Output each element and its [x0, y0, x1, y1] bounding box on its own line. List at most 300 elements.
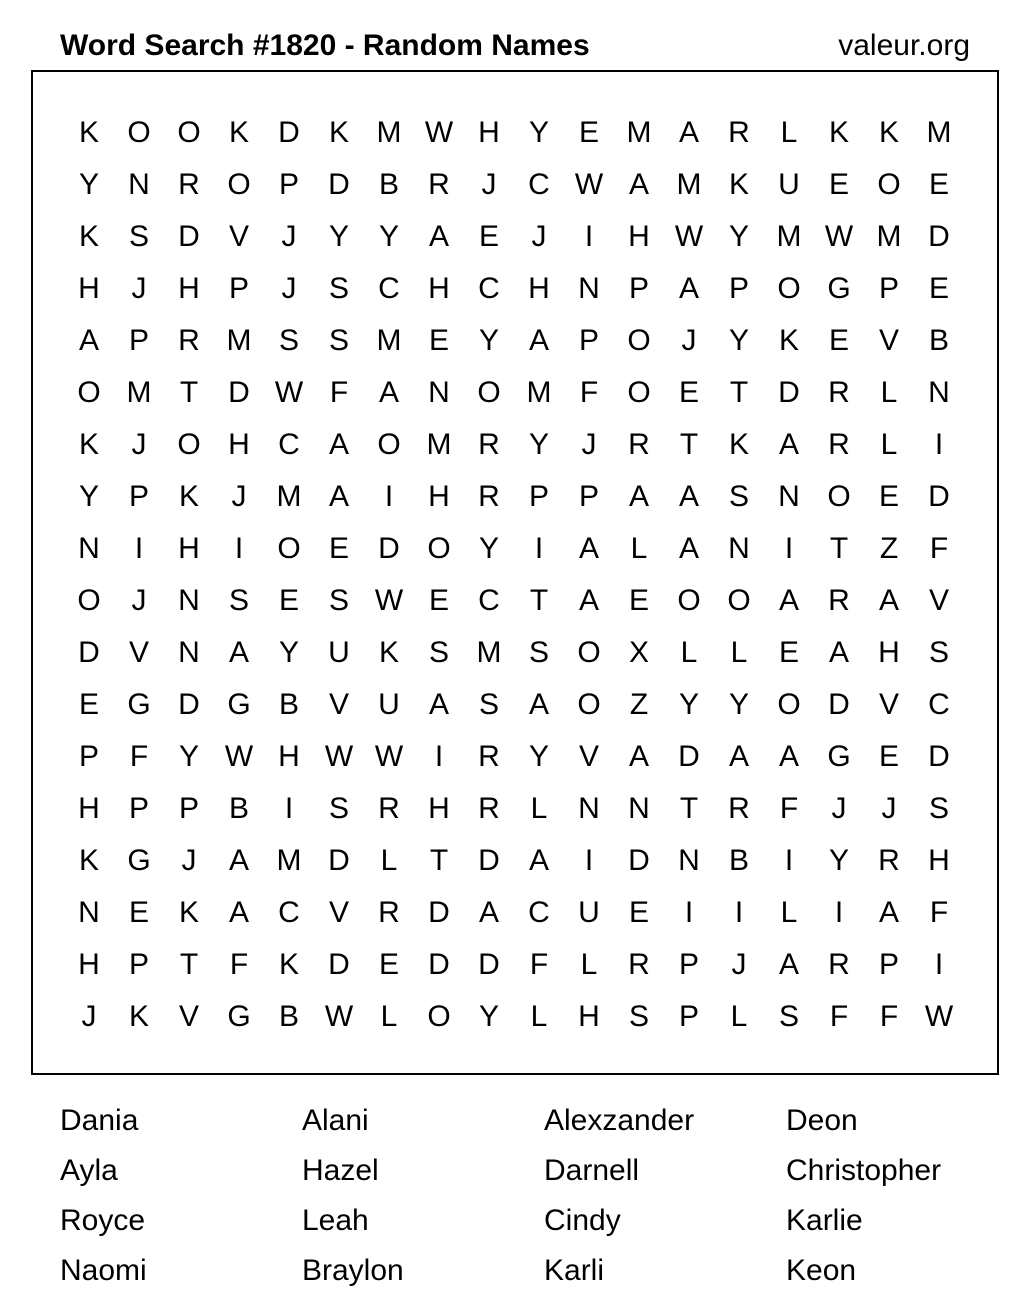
grid-letter[interactable]: A — [728, 740, 749, 773]
grid-letter[interactable]: A — [378, 376, 399, 409]
grid-letter[interactable]: E — [628, 896, 649, 929]
grid-letter[interactable]: V — [878, 688, 899, 721]
grid-letter[interactable]: K — [378, 636, 399, 669]
grid-letter[interactable]: G — [227, 1000, 251, 1033]
grid-letter[interactable]: O — [827, 480, 851, 513]
grid-letter[interactable]: I — [934, 428, 944, 461]
grid-letter[interactable]: K — [278, 948, 299, 981]
grid-letter[interactable]: A — [878, 584, 899, 617]
grid-letter[interactable]: O — [877, 168, 901, 201]
grid-letter[interactable]: Y — [478, 324, 499, 357]
grid-letter[interactable]: W — [924, 1000, 954, 1033]
grid-letter[interactable]: P — [728, 272, 749, 305]
grid-letter[interactable]: I — [134, 532, 144, 565]
grid-letter[interactable]: K — [828, 116, 849, 149]
grid-letter[interactable]: I — [584, 220, 594, 253]
grid-letter[interactable]: E — [378, 948, 399, 981]
grid-letter[interactable]: H — [878, 636, 900, 669]
grid-letter[interactable]: L — [730, 636, 748, 669]
grid-letter[interactable]: P — [128, 792, 149, 825]
grid-letter[interactable]: J — [81, 1000, 97, 1033]
grid-letter[interactable]: T — [529, 584, 549, 617]
grid-letter[interactable]: A — [428, 688, 449, 721]
grid-letter[interactable]: P — [628, 272, 649, 305]
grid-letter[interactable]: Y — [528, 116, 549, 149]
grid-letter[interactable]: H — [428, 792, 450, 825]
grid-letter[interactable]: R — [828, 428, 850, 461]
grid-letter[interactable]: H — [178, 532, 200, 565]
grid-letter[interactable]: L — [880, 428, 898, 461]
grid-letter[interactable]: J — [681, 324, 697, 357]
grid-letter[interactable]: S — [928, 792, 949, 825]
grid-letter[interactable]: L — [630, 532, 648, 565]
grid-letter[interactable]: R — [478, 740, 500, 773]
grid-letter[interactable]: W — [324, 1000, 354, 1033]
grid-letter[interactable]: O — [277, 532, 301, 565]
grid-letter[interactable]: C — [528, 168, 550, 201]
grid-letter[interactable]: T — [429, 844, 449, 877]
grid-letter[interactable]: U — [328, 636, 350, 669]
grid-letter[interactable]: R — [828, 376, 850, 409]
grid-letter[interactable]: N — [78, 896, 100, 929]
grid-letter[interactable]: O — [727, 584, 751, 617]
grid-letter[interactable]: I — [734, 896, 744, 929]
grid-letter[interactable]: M — [626, 116, 652, 149]
grid-letter[interactable]: N — [578, 792, 600, 825]
grid-letter[interactable]: A — [628, 740, 649, 773]
grid-letter[interactable]: W — [224, 740, 254, 773]
grid-letter[interactable]: C — [478, 272, 500, 305]
grid-letter[interactable]: Y — [828, 844, 849, 877]
grid-letter[interactable]: Y — [78, 168, 99, 201]
grid-letter[interactable]: A — [778, 428, 799, 461]
grid-letter[interactable]: H — [528, 272, 550, 305]
grid-letter[interactable]: D — [778, 376, 800, 409]
grid-letter[interactable]: I — [784, 532, 794, 565]
grid-letter[interactable]: T — [179, 376, 199, 409]
grid-letter[interactable]: I — [434, 740, 444, 773]
grid-letter[interactable]: J — [181, 844, 197, 877]
grid-letter[interactable]: D — [928, 740, 950, 773]
grid-letter[interactable]: M — [276, 844, 302, 877]
grid-letter[interactable]: A — [528, 844, 549, 877]
grid-letter[interactable]: H — [428, 480, 450, 513]
grid-letter[interactable]: T — [179, 948, 199, 981]
grid-letter[interactable]: T — [829, 532, 849, 565]
grid-letter[interactable]: H — [928, 844, 950, 877]
grid-letter[interactable]: H — [78, 272, 100, 305]
grid-letter[interactable]: S — [328, 584, 349, 617]
grid-letter[interactable]: L — [780, 116, 798, 149]
grid-letter[interactable]: A — [778, 584, 799, 617]
grid-letter[interactable]: P — [878, 948, 899, 981]
grid-letter[interactable]: B — [928, 324, 949, 357]
grid-letter[interactable]: R — [628, 428, 650, 461]
grid-letter[interactable]: F — [229, 948, 249, 981]
grid-letter[interactable]: C — [278, 896, 300, 929]
grid-letter[interactable]: F — [529, 948, 549, 981]
grid-letter[interactable]: E — [428, 324, 449, 357]
grid-letter[interactable]: E — [328, 532, 349, 565]
grid-letter[interactable]: R — [178, 324, 200, 357]
grid-letter[interactable]: P — [228, 272, 249, 305]
grid-letter[interactable]: A — [628, 480, 649, 513]
grid-letter[interactable]: L — [580, 948, 598, 981]
grid-letter[interactable]: O — [777, 688, 801, 721]
grid-letter[interactable]: E — [428, 584, 449, 617]
grid-letter[interactable]: A — [578, 584, 599, 617]
grid-letter[interactable]: R — [628, 948, 650, 981]
grid-letter[interactable]: D — [828, 688, 850, 721]
grid-letter[interactable]: F — [129, 740, 149, 773]
grid-letter[interactable]: D — [178, 688, 200, 721]
grid-letter[interactable]: E — [78, 688, 99, 721]
grid-letter[interactable]: I — [934, 948, 944, 981]
grid-letter[interactable]: L — [680, 636, 698, 669]
grid-letter[interactable]: W — [374, 584, 404, 617]
grid-letter[interactable]: K — [778, 324, 799, 357]
grid-letter[interactable]: D — [928, 480, 950, 513]
grid-letter[interactable]: K — [78, 116, 99, 149]
grid-letter[interactable]: Y — [528, 740, 549, 773]
grid-letter[interactable]: R — [478, 480, 500, 513]
grid-letter[interactable]: J — [281, 272, 297, 305]
grid-letter[interactable]: A — [78, 324, 99, 357]
grid-letter[interactable]: P — [678, 948, 699, 981]
grid-letter[interactable]: W — [824, 220, 854, 253]
grid-letter[interactable]: R — [478, 792, 500, 825]
grid-letter[interactable]: O — [227, 168, 251, 201]
grid-letter[interactable]: Y — [528, 428, 549, 461]
grid-letter[interactable]: A — [428, 220, 449, 253]
grid-letter[interactable]: V — [578, 740, 599, 773]
grid-letter[interactable]: N — [678, 844, 700, 877]
grid-letter[interactable]: A — [678, 532, 699, 565]
grid-letter[interactable]: Y — [478, 532, 499, 565]
grid-letter[interactable]: D — [278, 116, 300, 149]
grid-letter[interactable]: H — [478, 116, 500, 149]
grid-letter[interactable]: L — [780, 896, 798, 929]
grid-letter[interactable]: R — [478, 428, 500, 461]
grid-letter[interactable]: R — [378, 896, 400, 929]
grid-letter[interactable]: A — [228, 896, 249, 929]
grid-letter[interactable]: C — [928, 688, 950, 721]
grid-letter[interactable]: Y — [728, 220, 749, 253]
grid-letter[interactable]: E — [878, 480, 899, 513]
grid-letter[interactable]: O — [627, 324, 651, 357]
grid-letter[interactable]: O — [177, 116, 201, 149]
grid-letter[interactable]: S — [778, 1000, 799, 1033]
grid-letter[interactable]: H — [428, 272, 450, 305]
grid-letter[interactable]: E — [828, 324, 849, 357]
grid-letter[interactable]: D — [478, 948, 500, 981]
grid-letter[interactable]: A — [628, 168, 649, 201]
grid-letter[interactable]: G — [227, 688, 251, 721]
grid-letter[interactable]: E — [128, 896, 149, 929]
grid-letter[interactable]: N — [928, 376, 950, 409]
grid-letter[interactable]: A — [328, 480, 349, 513]
grid-letter[interactable]: A — [828, 636, 849, 669]
grid-letter[interactable]: S — [128, 220, 149, 253]
grid-letter[interactable]: K — [128, 1000, 149, 1033]
grid-letter[interactable]: A — [228, 844, 249, 877]
grid-letter[interactable]: V — [878, 324, 899, 357]
grid-letter[interactable]: M — [376, 116, 402, 149]
grid-letter[interactable]: R — [378, 792, 400, 825]
grid-letter[interactable]: D — [228, 376, 250, 409]
grid-letter[interactable]: A — [328, 428, 349, 461]
grid-letter[interactable]: J — [731, 948, 747, 981]
grid-letter[interactable]: C — [478, 584, 500, 617]
grid-letter[interactable]: W — [574, 168, 604, 201]
grid-letter[interactable]: T — [679, 428, 699, 461]
grid-letter[interactable]: K — [328, 116, 349, 149]
grid-letter[interactable]: K — [728, 428, 749, 461]
grid-letter[interactable]: C — [528, 896, 550, 929]
grid-letter[interactable]: O — [127, 116, 151, 149]
grid-letter[interactable]: F — [829, 1000, 849, 1033]
grid-letter[interactable]: D — [328, 168, 350, 201]
grid-letter[interactable]: J — [131, 272, 147, 305]
grid-letter[interactable]: R — [178, 168, 200, 201]
grid-letter[interactable]: P — [528, 480, 549, 513]
grid-letter[interactable]: I — [384, 480, 394, 513]
grid-letter[interactable]: R — [728, 116, 750, 149]
grid-letter[interactable]: A — [678, 480, 699, 513]
grid-letter[interactable]: I — [784, 844, 794, 877]
grid-letter[interactable]: Y — [728, 688, 749, 721]
grid-letter[interactable]: N — [178, 636, 200, 669]
grid-letter[interactable]: T — [729, 376, 749, 409]
grid-letter[interactable]: L — [880, 376, 898, 409]
grid-letter[interactable]: M — [276, 480, 302, 513]
grid-letter[interactable]: E — [928, 272, 949, 305]
grid-letter[interactable]: P — [128, 948, 149, 981]
grid-letter[interactable]: W — [374, 740, 404, 773]
grid-letter[interactable]: W — [674, 220, 704, 253]
grid-letter[interactable]: S — [228, 584, 249, 617]
grid-letter[interactable]: Y — [478, 1000, 499, 1033]
grid-letter[interactable]: L — [730, 1000, 748, 1033]
grid-letter[interactable]: E — [928, 168, 949, 201]
grid-letter[interactable]: P — [878, 272, 899, 305]
grid-letter[interactable]: F — [579, 376, 599, 409]
grid-letter[interactable]: K — [228, 116, 249, 149]
grid-letter[interactable]: I — [584, 844, 594, 877]
grid-letter[interactable]: L — [530, 1000, 548, 1033]
grid-letter[interactable]: B — [278, 688, 299, 721]
grid-letter[interactable]: O — [77, 584, 101, 617]
grid-letter[interactable]: A — [228, 636, 249, 669]
grid-letter[interactable]: D — [328, 844, 350, 877]
grid-letter[interactable]: S — [328, 272, 349, 305]
grid-letter[interactable]: A — [778, 740, 799, 773]
grid-letter[interactable]: V — [178, 1000, 199, 1033]
grid-letter[interactable]: C — [378, 272, 400, 305]
grid-letter[interactable]: S — [478, 688, 499, 721]
grid-letter[interactable]: D — [78, 636, 100, 669]
grid-letter[interactable]: O — [677, 584, 701, 617]
grid-letter[interactable]: K — [178, 896, 199, 929]
grid-letter[interactable]: N — [428, 376, 450, 409]
grid-letter[interactable]: P — [128, 324, 149, 357]
grid-letter[interactable]: Y — [328, 220, 349, 253]
grid-letter[interactable]: J — [131, 428, 147, 461]
grid-letter[interactable]: N — [628, 792, 650, 825]
grid-letter[interactable]: Y — [678, 688, 699, 721]
grid-letter[interactable]: S — [728, 480, 749, 513]
grid-letter[interactable]: D — [628, 844, 650, 877]
grid-letter[interactable]: S — [528, 636, 549, 669]
grid-letter[interactable]: M — [776, 220, 802, 253]
grid-letter[interactable]: Z — [629, 688, 649, 721]
grid-letter[interactable]: O — [377, 428, 401, 461]
grid-letter[interactable]: J — [881, 792, 897, 825]
grid-letter[interactable]: P — [178, 792, 199, 825]
grid-letter[interactable]: V — [328, 896, 349, 929]
grid-letter[interactable]: J — [831, 792, 847, 825]
grid-letter[interactable]: R — [828, 584, 850, 617]
grid-letter[interactable]: B — [378, 168, 399, 201]
grid-letter[interactable]: R — [878, 844, 900, 877]
grid-letter[interactable]: L — [380, 844, 398, 877]
grid-letter[interactable]: I — [234, 532, 244, 565]
grid-letter[interactable]: K — [178, 480, 199, 513]
grid-letter[interactable]: J — [281, 220, 297, 253]
grid-letter[interactable]: U — [578, 896, 600, 929]
grid-letter[interactable]: G — [827, 740, 851, 773]
grid-letter[interactable]: H — [228, 428, 250, 461]
grid-letter[interactable]: K — [78, 844, 99, 877]
grid-letter[interactable]: S — [278, 324, 299, 357]
grid-letter[interactable]: D — [328, 948, 350, 981]
grid-letter[interactable]: A — [678, 272, 699, 305]
grid-letter[interactable]: C — [278, 428, 300, 461]
grid-letter[interactable]: N — [728, 532, 750, 565]
grid-letter[interactable]: O — [577, 636, 601, 669]
grid-letter[interactable]: M — [476, 636, 502, 669]
grid-letter[interactable]: E — [278, 584, 299, 617]
grid-letter[interactable]: J — [481, 168, 497, 201]
grid-letter[interactable]: F — [879, 1000, 899, 1033]
grid-letter[interactable]: O — [427, 1000, 451, 1033]
grid-letter[interactable]: V — [928, 584, 949, 617]
grid-letter[interactable]: O — [577, 688, 601, 721]
grid-letter[interactable]: G — [127, 844, 151, 877]
grid-letter[interactable]: E — [578, 116, 599, 149]
grid-letter[interactable]: M — [426, 428, 452, 461]
grid-letter[interactable]: N — [778, 480, 800, 513]
grid-letter[interactable]: K — [728, 168, 749, 201]
grid-letter[interactable]: E — [828, 168, 849, 201]
grid-letter[interactable]: W — [324, 740, 354, 773]
grid-letter[interactable]: L — [380, 1000, 398, 1033]
grid-letter[interactable]: U — [378, 688, 400, 721]
grid-letter[interactable]: Y — [728, 324, 749, 357]
grid-letter[interactable]: D — [428, 948, 450, 981]
grid-letter[interactable]: E — [878, 740, 899, 773]
grid-letter[interactable]: B — [728, 844, 749, 877]
grid-letter[interactable]: Y — [178, 740, 199, 773]
grid-letter[interactable]: G — [127, 688, 151, 721]
grid-letter[interactable]: O — [777, 272, 801, 305]
grid-letter[interactable]: U — [778, 168, 800, 201]
grid-letter[interactable]: D — [178, 220, 200, 253]
grid-letter[interactable]: E — [678, 376, 699, 409]
grid-letter[interactable]: B — [278, 1000, 299, 1033]
grid-letter[interactable]: J — [131, 584, 147, 617]
grid-letter[interactable]: F — [329, 376, 349, 409]
grid-letter[interactable]: E — [778, 636, 799, 669]
grid-letter[interactable]: P — [128, 480, 149, 513]
grid-letter[interactable]: O — [177, 428, 201, 461]
grid-letter[interactable]: O — [477, 376, 501, 409]
grid-letter[interactable]: I — [834, 896, 844, 929]
grid-letter[interactable]: Y — [378, 220, 399, 253]
grid-letter[interactable]: R — [728, 792, 750, 825]
grid-letter[interactable]: A — [778, 948, 799, 981]
grid-letter[interactable]: Y — [78, 480, 99, 513]
grid-letter[interactable]: M — [926, 116, 952, 149]
grid-letter[interactable]: G — [827, 272, 851, 305]
grid-letter[interactable]: R — [428, 168, 450, 201]
grid-letter[interactable]: O — [627, 376, 651, 409]
grid-letter[interactable]: E — [478, 220, 499, 253]
grid-letter[interactable]: V — [128, 636, 149, 669]
grid-letter[interactable]: P — [578, 480, 599, 513]
grid-letter[interactable]: Y — [278, 636, 299, 669]
grid-letter[interactable]: H — [78, 948, 100, 981]
grid-letter[interactable]: F — [929, 532, 949, 565]
grid-letter[interactable]: I — [534, 532, 544, 565]
grid-letter[interactable]: S — [328, 792, 349, 825]
grid-letter[interactable]: M — [526, 376, 552, 409]
grid-letter[interactable]: S — [328, 324, 349, 357]
grid-letter[interactable]: D — [678, 740, 700, 773]
grid-letter[interactable]: I — [684, 896, 694, 929]
grid-letter[interactable]: O — [77, 376, 101, 409]
grid-letter[interactable]: W — [424, 116, 454, 149]
grid-letter[interactable]: N — [128, 168, 150, 201]
grid-letter[interactable]: D — [378, 532, 400, 565]
grid-letter[interactable]: V — [228, 220, 249, 253]
grid-letter[interactable]: X — [628, 636, 649, 669]
grid-letter[interactable]: W — [274, 376, 304, 409]
grid-letter[interactable]: A — [578, 532, 599, 565]
grid-letter[interactable]: J — [231, 480, 247, 513]
grid-letter[interactable]: S — [928, 636, 949, 669]
grid-letter[interactable]: H — [78, 792, 100, 825]
grid-letter[interactable]: T — [679, 792, 699, 825]
grid-letter[interactable]: P — [578, 324, 599, 357]
grid-letter[interactable]: Z — [879, 532, 899, 565]
grid-letter[interactable]: F — [779, 792, 799, 825]
grid-letter[interactable]: F — [929, 896, 949, 929]
grid-letter[interactable]: D — [928, 220, 950, 253]
grid-letter[interactable]: O — [427, 532, 451, 565]
grid-letter[interactable]: J — [531, 220, 547, 253]
grid-letter[interactable]: K — [878, 116, 899, 149]
grid-letter[interactable]: M — [126, 376, 152, 409]
grid-letter[interactable]: M — [876, 220, 902, 253]
grid-letter[interactable]: P — [678, 1000, 699, 1033]
grid-letter[interactable]: S — [628, 1000, 649, 1033]
grid-letter[interactable]: A — [528, 324, 549, 357]
grid-letter[interactable]: D — [428, 896, 450, 929]
grid-letter[interactable]: H — [578, 1000, 600, 1033]
grid-letter[interactable]: K — [78, 428, 99, 461]
grid-letter[interactable]: H — [278, 740, 300, 773]
